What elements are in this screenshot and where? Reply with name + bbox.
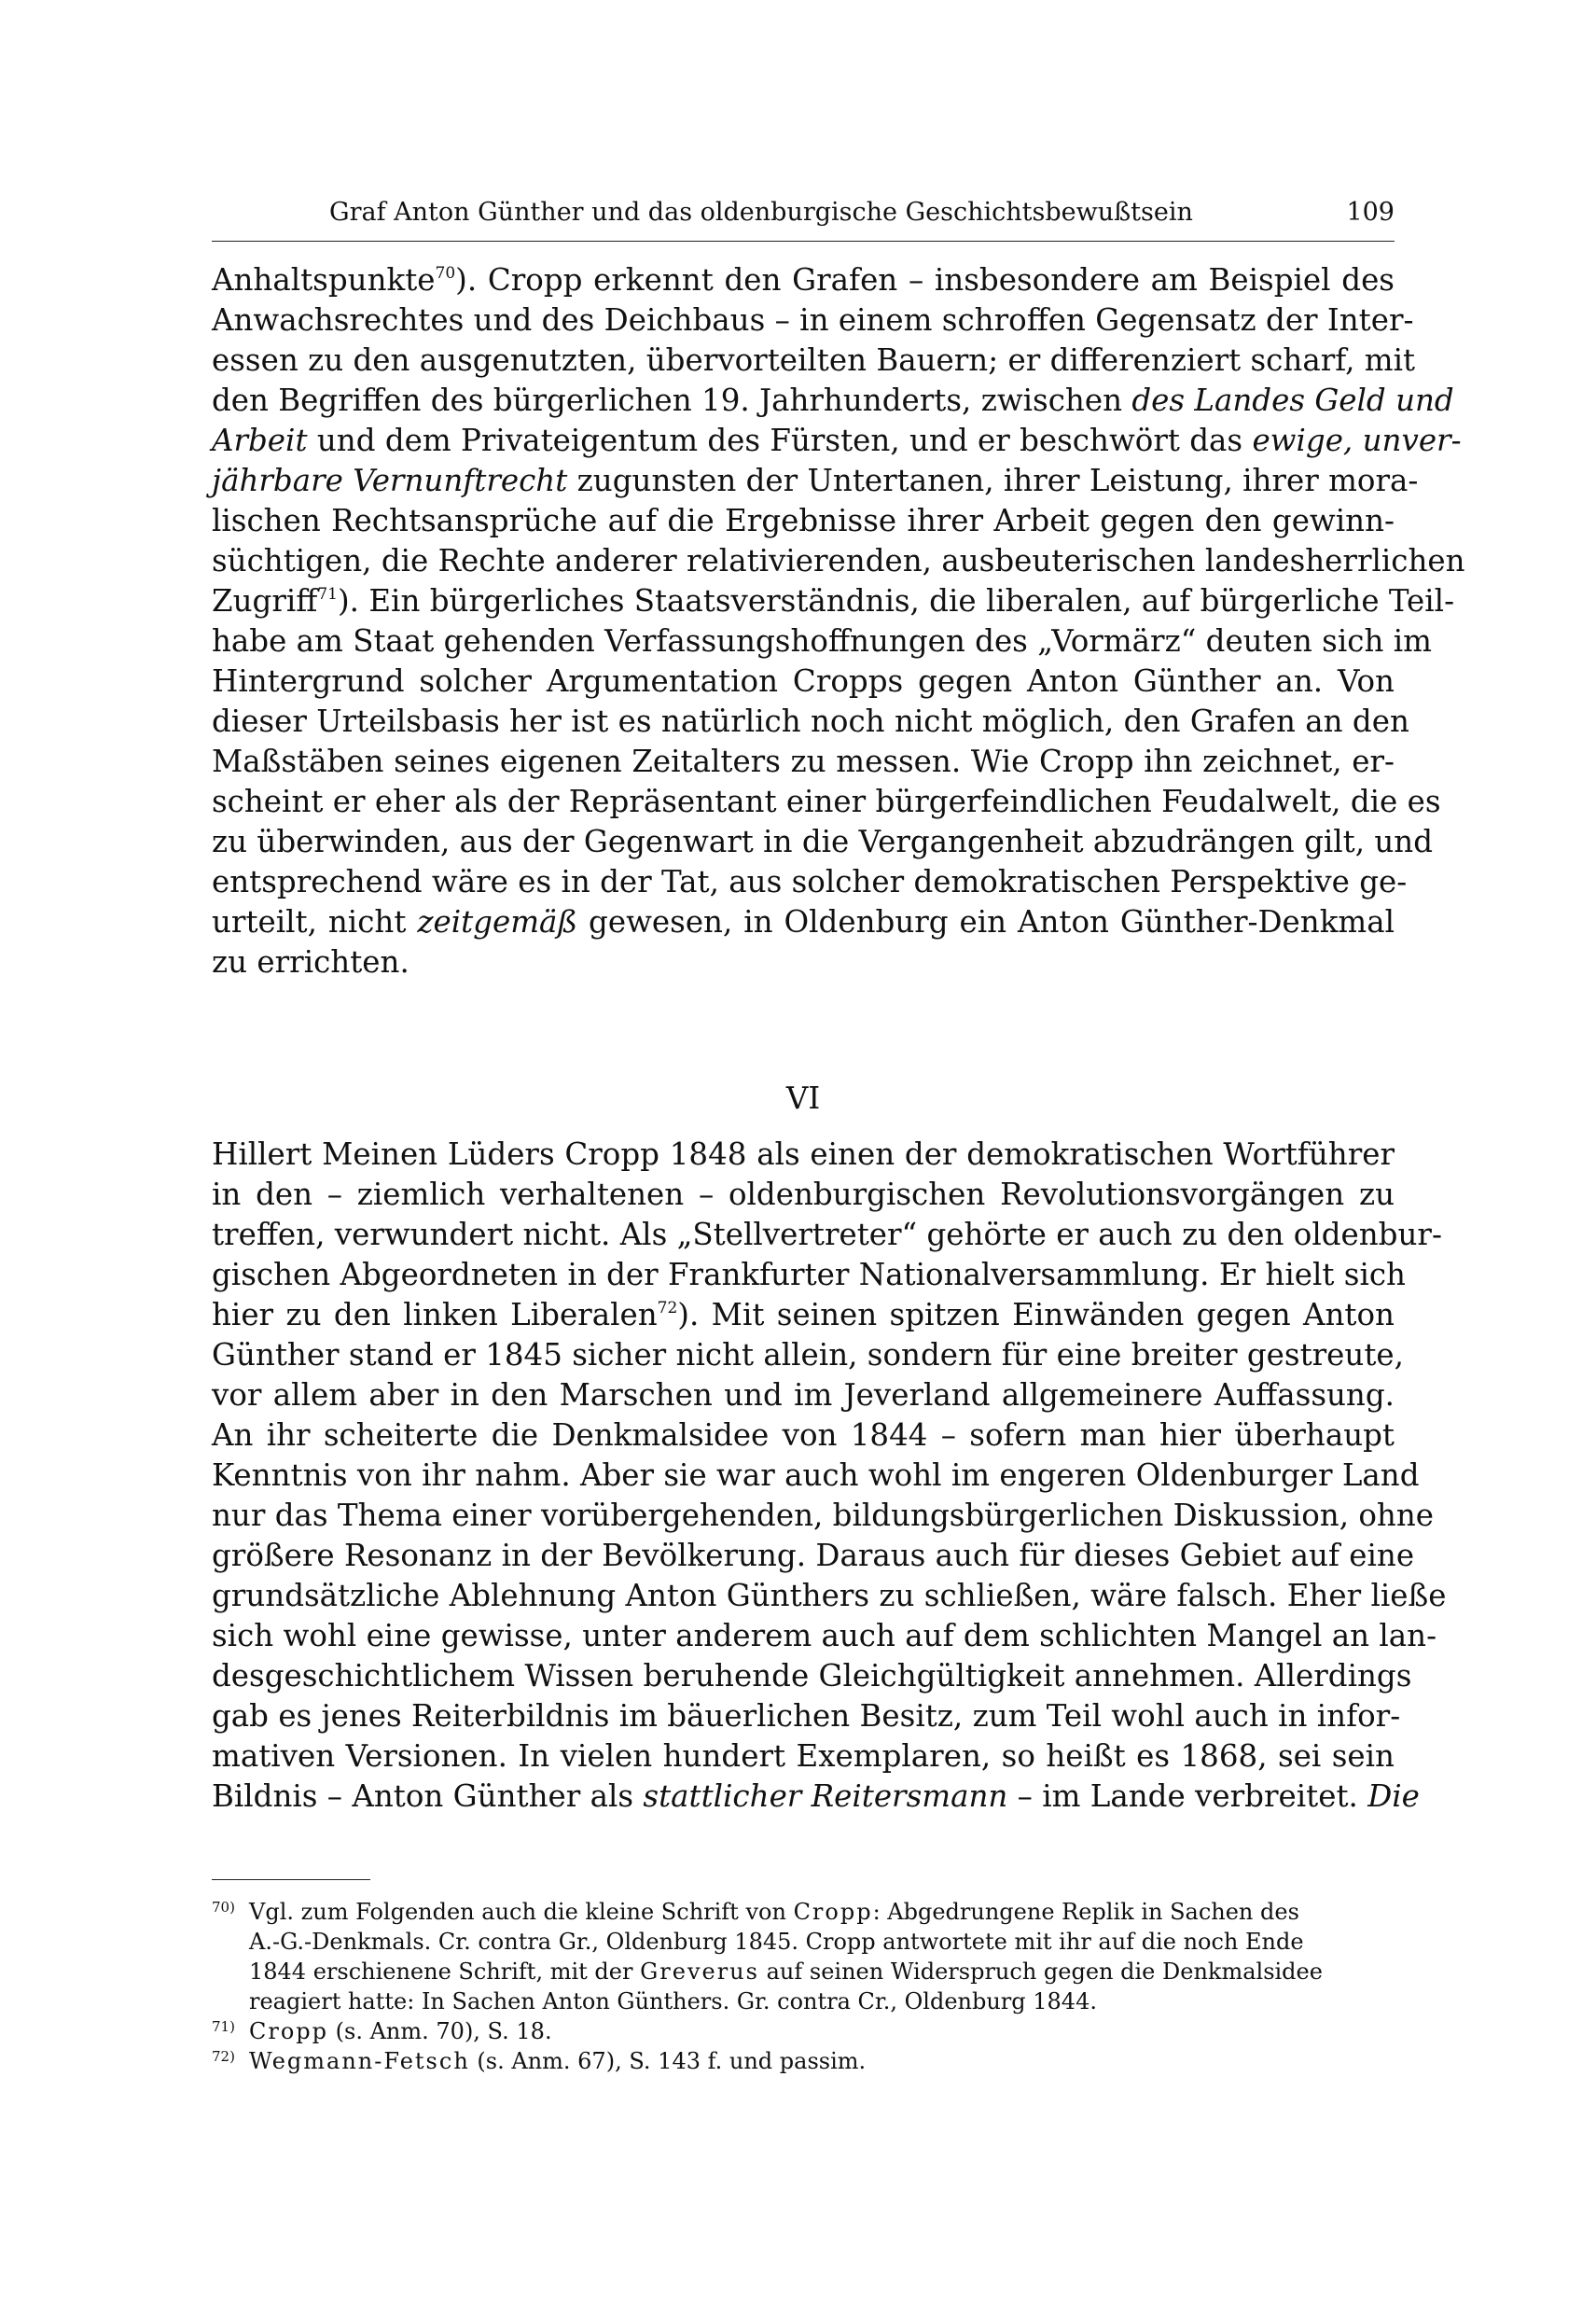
text-line: scheint er eher als der Repräsentant einer bürgerfeindlichen Feudalwelt, die es: [212, 784, 1441, 819]
text-line: größere Resonanz in der Bevölkerung. Daraus auch für dieses Gebiet auf eine: [212, 1538, 1415, 1573]
footnotes: [212, 1897, 1395, 2076]
italic-phrase: jährbare Vernunftrecht: [212, 463, 568, 498]
text-line: Hillert Meinen Lüders Cropp 1848 als einen der demokratischen Wortführer: [212, 1136, 1395, 1172]
text-line: treffen, verwundert nicht. Als „Stellvertreter“ gehörte er auch zu den oldenbur-: [212, 1217, 1442, 1252]
italic-phrase: Die: [1367, 1778, 1420, 1814]
running-header: [212, 189, 1395, 236]
text-line: essen zu den ausgenutzten, übervorteilten Bauern; er differenziert scharf, mit: [212, 342, 1416, 378]
text-line: grundsätzliche Ablehnung Anton Günthers zu schließen, wäre falsch. Eher ließe: [212, 1578, 1447, 1613]
text-line: Bildnis – Anton Günther als stattlicher Reitersmann – im Lande verbreitet. Die: [212, 1778, 1420, 1814]
author-name: Cropp: [249, 2018, 329, 2044]
text-line: An ihr scheiterte die Denkmalsidee von 1844 – sofern man hier überhaupt: [212, 1417, 1395, 1453]
footnote-72: 72) Wegmann-Fetsch (s. Anm. 67), S. 143 f. und passim.: [212, 2048, 867, 2074]
text-line: Kenntnis von ihr nahm. Aber sie war auch wohl im engeren Oldenburger Land: [212, 1457, 1420, 1493]
section-heading: VI: [785, 1080, 821, 1116]
text-line: süchtigen, die Rechte anderer relativierenden, ausbeuterischen landesherrlichen: [212, 543, 1465, 578]
header-rule: [212, 241, 1395, 242]
text-line: habe am Staat gehenden Verfassungshoffnungen des „Vormärz“ deuten sich im: [212, 623, 1432, 659]
footnote-marker: 71): [212, 2018, 235, 2035]
footnote-line: 1844 erschienene Schrift, mit der Greverus auf seinen Widerspruch gegen die Denkmalsidee: [249, 1959, 1323, 1985]
text-line: in den – ziemlich verhaltenen – oldenburgischen Revolutionsvorgängen zu: [212, 1177, 1395, 1212]
italic-phrase: zeitgemäß: [417, 904, 578, 940]
text-line: jährbare Vernunftrecht zugunsten der Untertanen, ihrer Leistung, ihrer mora-: [212, 463, 1419, 498]
italic-phrase: Arbeit: [212, 423, 308, 458]
author-name: Cropp: [793, 1899, 873, 1925]
paragraph-1: [212, 260, 1465, 983]
footnote-ref-72: 72: [657, 1299, 678, 1317]
footnote-70: 70) Vgl. zum Folgenden auch die kleine Schrift von Cropp: Abgedrungene Replik in Sachen des: [212, 1899, 1299, 1925]
footnote-71: 71) Cropp (s. Anm. 70), S. 18.: [212, 2018, 552, 2044]
footnote-line: A.-G.-Denkmals. Cr. contra Gr., Oldenburg 1845. Cropp antwortete mit ihr auf die noch Ende: [249, 1929, 1304, 1955]
author-name: Greverus: [640, 1959, 759, 1985]
text-line: urteilt, nicht zeitgemäß gewesen, in Oldenburg ein Anton Günther-Denkmal: [212, 904, 1395, 940]
text-line: Hintergrund solcher Argumentation Cropps gegen Anton Günther an. Von: [212, 663, 1395, 699]
text-line: lischen Rechtsansprüche auf die Ergebnisse ihrer Arbeit gegen den gewinn-: [212, 503, 1395, 538]
page-number: 109: [1346, 198, 1395, 227]
text-line: Anwachsrechtes und des Deichbaus – in einem schroffen Gegensatz der Inter-: [212, 302, 1414, 338]
text-line: dieser Urteilsbasis her ist es natürlich noch nicht möglich, den Grafen an den: [212, 704, 1409, 739]
italic-phrase: ewige, unver-: [1252, 423, 1462, 458]
text-line: desgeschichtlichem Wissen beruhende Gleichgültigkeit annehmen. Allerdings: [212, 1658, 1412, 1694]
text-line: Arbeit und dem Privateigentum des Fürsten, und er beschwört das ewige, unver-: [212, 423, 1462, 458]
footnote-marker: 72): [212, 2048, 235, 2065]
text-line: nur das Thema einer vorübergehenden, bildungsbürgerlichen Diskussion, ohne: [212, 1498, 1435, 1533]
text-line: zu überwinden, aus der Gegenwart in die Vergangenheit abzudrängen gilt, und: [212, 824, 1434, 859]
footnote-rule: [212, 1879, 370, 1880]
text-line: Zugriff$^{71}$). Ein bürgerliches Staatsverständnis, die liberalen, auf bürgerliche Teil-: [212, 583, 1455, 619]
italic-phrase: des Landes Geld und: [1131, 383, 1454, 418]
paragraph-2: [212, 1135, 1447, 1817]
text-line: hier zu den linken Liberalen$^{72}$). Mit seinen spitzen Einwänden gegen Anton: [212, 1297, 1395, 1332]
text-line: Anhaltspunkte$^{70}$). Cropp erkennt den Grafen – insbesondere am Beispiel des: [212, 262, 1395, 298]
text-line: Günther stand er 1845 sicher nicht allein, sondern für eine breiter gestreute,: [212, 1337, 1404, 1373]
footnote-ref-70: 70: [435, 264, 456, 283]
text-line: entsprechend wäre es in der Tat, aus solcher demokratischen Perspektive ge-: [212, 864, 1408, 899]
italic-phrase: stattlicher Reitersmann: [643, 1778, 1008, 1814]
text-line: sich wohl eine gewisse, unter anderem auch auf dem schlichten Mangel an lan-: [212, 1618, 1437, 1653]
footnote-line: reagiert hatte: In Sachen Anton Günthers. Gr. contra Cr., Oldenburg 1844.: [249, 1988, 1097, 2014]
author-name: Wegmann-Fetsch: [249, 2048, 470, 2074]
text-line: mativen Versionen. In vielen hundert Exemplaren, so heißt es 1868, sei sein: [212, 1738, 1395, 1774]
text-line: gab es jenes Reiterbildnis im bäuerlichen Besitz, zum Teil wohl auch in infor-: [212, 1698, 1401, 1734]
text-line: den Begriffen des bürgerlichen 19. Jahrhunderts, zwischen des Landes Geld und: [212, 383, 1454, 418]
text-line: vor allem aber in den Marschen und im Jeverland allgemeinere Auffassung.: [212, 1377, 1395, 1413]
running-title: Graf Anton Günther und das oldenburgische Geschichtsbewußtsein: [329, 198, 1193, 227]
footnote-marker: 70): [212, 1899, 235, 1916]
text-line: gischen Abgeordneten in der Frankfurter Nationalversammlung. Er hielt sich: [212, 1257, 1406, 1292]
text-line: zu errichten.: [212, 944, 409, 980]
text-line: Maßstäben seines eigenen Zeitalters zu messen. Wie Cropp ihn zeichnet, er-: [212, 744, 1395, 779]
footnote-ref-71: 71: [317, 585, 338, 604]
